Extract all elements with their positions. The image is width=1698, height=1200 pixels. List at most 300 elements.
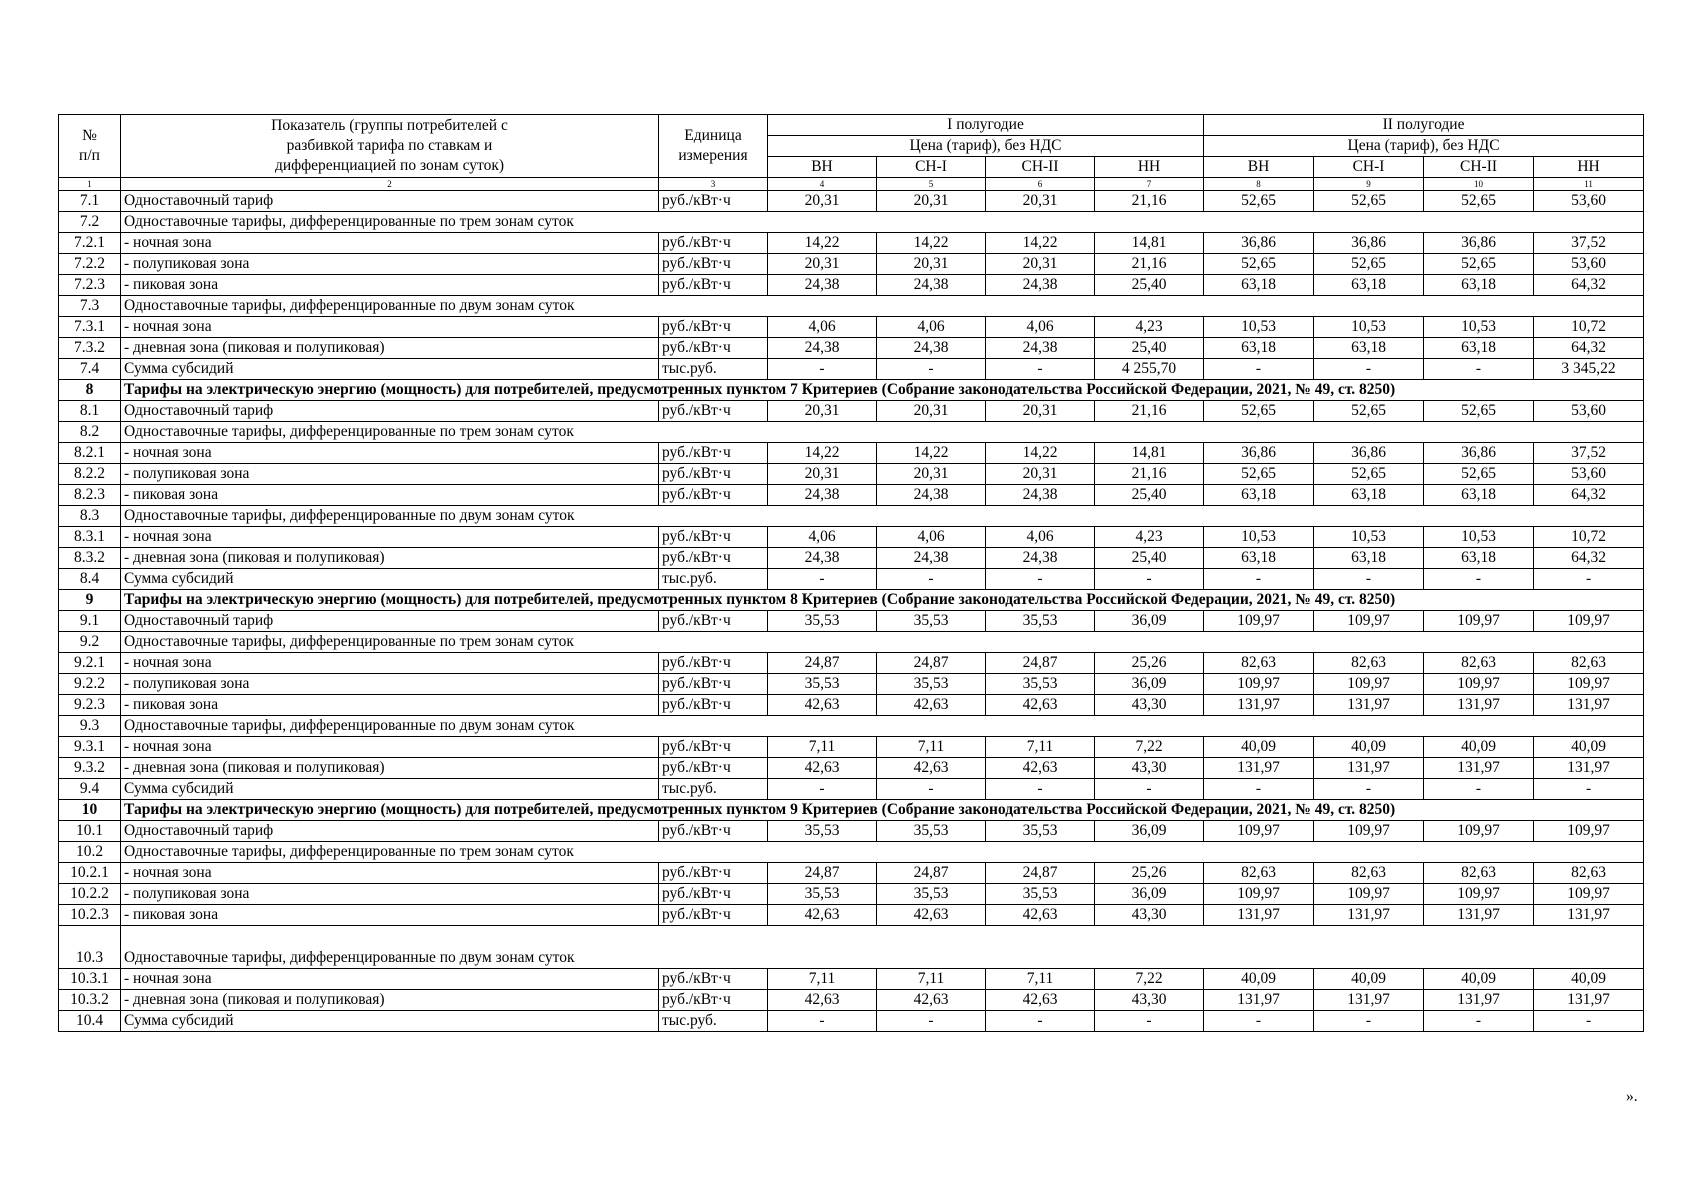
tariff-value: - bbox=[1204, 569, 1314, 590]
row-number: 10.4 bbox=[59, 1011, 121, 1032]
tariff-value: 131,97 bbox=[1534, 695, 1644, 716]
tariff-value: 40,09 bbox=[1424, 969, 1534, 990]
tariff-value: 131,97 bbox=[1204, 695, 1314, 716]
tariff-value: 52,65 bbox=[1314, 191, 1424, 212]
tariff-value: 35,53 bbox=[768, 611, 877, 632]
row-unit: тыс.руб. bbox=[659, 1011, 768, 1032]
row-indicator: - пиковая зона bbox=[121, 485, 659, 506]
tariff-value: 64,32 bbox=[1534, 275, 1644, 296]
row-unit: руб./кВт·ч bbox=[659, 191, 768, 212]
tariff-value: 109,97 bbox=[1424, 884, 1534, 905]
tariff-value: 10,72 bbox=[1534, 317, 1644, 338]
tariff-value: 24,38 bbox=[986, 338, 1095, 359]
table-row bbox=[59, 737, 1644, 758]
header-unit: Единица измерения bbox=[659, 115, 768, 178]
row-unit: руб./кВт·ч bbox=[659, 317, 768, 338]
tariff-value: 24,38 bbox=[877, 275, 986, 296]
tariff-value: - bbox=[1095, 1011, 1204, 1032]
tariff-value: 10,53 bbox=[1204, 527, 1314, 548]
tariff-value: 40,09 bbox=[1314, 737, 1424, 758]
table-row bbox=[59, 233, 1644, 254]
row-indicator: Одноставочные тарифы, дифференцированные по двум зонам суток bbox=[121, 926, 1644, 969]
row-indicator: - пиковая зона bbox=[121, 275, 659, 296]
row-number: 7.2.2 bbox=[59, 254, 121, 275]
row-number: 8.3 bbox=[59, 506, 121, 527]
group-row bbox=[59, 506, 1644, 527]
header-level-8: НН bbox=[1534, 157, 1644, 178]
tariff-value: 131,97 bbox=[1314, 695, 1424, 716]
tariff-value: 4,23 bbox=[1095, 527, 1204, 548]
row-number: 9.3.1 bbox=[59, 737, 121, 758]
row-indicator: Одноставочные тарифы, дифференцированные по двум зонам суток bbox=[121, 296, 1644, 317]
row-unit: руб./кВт·ч bbox=[659, 674, 768, 695]
row-indicator: Одноставочные тарифы, дифференцированные по трем зонам суток bbox=[121, 842, 1644, 863]
header-column-number: 10 bbox=[1424, 178, 1534, 191]
header-column-number: 6 bbox=[986, 178, 1095, 191]
group-row bbox=[59, 422, 1644, 443]
tariff-value: 10,53 bbox=[1314, 317, 1424, 338]
row-indicator: - пиковая зона bbox=[121, 695, 659, 716]
tariff-value: 64,32 bbox=[1534, 548, 1644, 569]
tariff-value: - bbox=[877, 359, 986, 380]
tariff-value: 63,18 bbox=[1424, 275, 1534, 296]
tariff-value: 40,09 bbox=[1534, 969, 1644, 990]
row-indicator: Тарифы на электрическую энергию (мощность) для потребителей, предусмотренных пунктом 8 Критериев (Собрание законодательства Российской Федерации, 2021, № 49, ст. 8250) bbox=[121, 590, 1644, 611]
group-row bbox=[59, 926, 1644, 969]
tariff-value: 82,63 bbox=[1534, 863, 1644, 884]
tariff-value: - bbox=[1314, 569, 1424, 590]
tariff-table bbox=[58, 114, 1644, 1032]
tariff-value: 14,22 bbox=[877, 443, 986, 464]
tariff-value: 21,16 bbox=[1095, 191, 1204, 212]
tariff-value: 25,26 bbox=[1095, 863, 1204, 884]
tariff-value: 52,65 bbox=[1204, 254, 1314, 275]
row-unit: тыс.руб. bbox=[659, 569, 768, 590]
row-unit: руб./кВт·ч bbox=[659, 821, 768, 842]
row-unit: руб./кВт·ч bbox=[659, 969, 768, 990]
tariff-value: 52,65 bbox=[1424, 401, 1534, 422]
tariff-value: 52,65 bbox=[1424, 464, 1534, 485]
tariff-value: 36,86 bbox=[1424, 233, 1534, 254]
tariff-value: - bbox=[877, 569, 986, 590]
tariff-value: 24,38 bbox=[877, 338, 986, 359]
table-row bbox=[59, 779, 1644, 800]
row-unit: руб./кВт·ч bbox=[659, 905, 768, 926]
tariff-value: 21,16 bbox=[1095, 464, 1204, 485]
header-price-1: Цена (тариф), без НДС bbox=[768, 136, 1204, 157]
row-indicator: Сумма субсидий bbox=[121, 569, 659, 590]
tariff-value: 40,09 bbox=[1204, 969, 1314, 990]
tariff-value: 131,97 bbox=[1204, 990, 1314, 1011]
tariff-value: 42,63 bbox=[768, 695, 877, 716]
tariff-value: 24,87 bbox=[986, 653, 1095, 674]
row-unit: руб./кВт·ч bbox=[659, 758, 768, 779]
row-unit: тыс.руб. bbox=[659, 359, 768, 380]
row-number: 10.3.2 bbox=[59, 990, 121, 1011]
tariff-value: 109,97 bbox=[1534, 884, 1644, 905]
row-number: 9.4 bbox=[59, 779, 121, 800]
row-unit: руб./кВт·ч bbox=[659, 695, 768, 716]
row-number: 7.4 bbox=[59, 359, 121, 380]
row-number: 8.2.2 bbox=[59, 464, 121, 485]
tariff-value: 4,23 bbox=[1095, 317, 1204, 338]
tariff-value: 20,31 bbox=[768, 464, 877, 485]
tariff-value: - bbox=[1424, 1011, 1534, 1032]
tariff-value: 24,87 bbox=[768, 653, 877, 674]
row-unit: руб./кВт·ч bbox=[659, 863, 768, 884]
table-row bbox=[59, 674, 1644, 695]
row-unit: руб./кВт·ч bbox=[659, 485, 768, 506]
row-unit: руб./кВт·ч bbox=[659, 275, 768, 296]
row-indicator: - дневная зона (пиковая и полупиковая) bbox=[121, 548, 659, 569]
tariff-value: 36,86 bbox=[1314, 233, 1424, 254]
tariff-value: - bbox=[1424, 359, 1534, 380]
row-indicator: Одноставочные тарифы, дифференцированные по двум зонам суток bbox=[121, 716, 1644, 737]
tariff-value: 35,53 bbox=[986, 611, 1095, 632]
row-number: 8.2.1 bbox=[59, 443, 121, 464]
tariff-value: 82,63 bbox=[1314, 653, 1424, 674]
tariff-value: - bbox=[1424, 569, 1534, 590]
tariff-value: 52,65 bbox=[1204, 464, 1314, 485]
tariff-value: 63,18 bbox=[1204, 485, 1314, 506]
tariff-value: 14,22 bbox=[768, 233, 877, 254]
section-row bbox=[59, 380, 1644, 401]
tariff-value: 14,81 bbox=[1095, 233, 1204, 254]
row-unit: руб./кВт·ч bbox=[659, 990, 768, 1011]
tariff-value: 24,38 bbox=[768, 485, 877, 506]
tariff-value: 43,30 bbox=[1095, 990, 1204, 1011]
header-level-1: ВН bbox=[768, 157, 877, 178]
tariff-value: 82,63 bbox=[1314, 863, 1424, 884]
table-row bbox=[59, 1011, 1644, 1032]
row-indicator: - дневная зона (пиковая и полупиковая) bbox=[121, 338, 659, 359]
table-row bbox=[59, 317, 1644, 338]
tariff-value: 7,11 bbox=[877, 969, 986, 990]
tariff-value: 63,18 bbox=[1314, 548, 1424, 569]
tariff-value: 24,38 bbox=[986, 485, 1095, 506]
header-column-number: 8 bbox=[1204, 178, 1314, 191]
row-number: 9.2.1 bbox=[59, 653, 121, 674]
tariff-value: 109,97 bbox=[1534, 821, 1644, 842]
tariff-value: 36,09 bbox=[1095, 674, 1204, 695]
tariff-value: 131,97 bbox=[1534, 758, 1644, 779]
row-indicator: - дневная зона (пиковая и полупиковая) bbox=[121, 758, 659, 779]
tariff-value: 109,97 bbox=[1424, 674, 1534, 695]
tariff-value: 63,18 bbox=[1424, 338, 1534, 359]
table-row bbox=[59, 884, 1644, 905]
tariff-value: 131,97 bbox=[1424, 905, 1534, 926]
tariff-value: - bbox=[1534, 1011, 1644, 1032]
header-column-number: 9 bbox=[1314, 178, 1424, 191]
header-column-number: 4 bbox=[768, 178, 877, 191]
tariff-value: 20,31 bbox=[986, 191, 1095, 212]
tariff-value: 42,63 bbox=[986, 990, 1095, 1011]
tariff-value: - bbox=[1095, 779, 1204, 800]
tariff-value: 10,53 bbox=[1424, 317, 1534, 338]
tariff-value: 35,53 bbox=[877, 821, 986, 842]
tariff-value: 63,18 bbox=[1204, 275, 1314, 296]
tariff-document bbox=[58, 114, 1643, 1032]
tariff-value: 35,53 bbox=[768, 674, 877, 695]
table-row bbox=[59, 821, 1644, 842]
header-column-numbers bbox=[59, 178, 1644, 191]
tariff-value: 82,63 bbox=[1534, 653, 1644, 674]
tariff-value: 53,60 bbox=[1534, 464, 1644, 485]
tariff-value: - bbox=[986, 779, 1095, 800]
table-row bbox=[59, 863, 1644, 884]
tariff-value: 109,97 bbox=[1424, 821, 1534, 842]
tariff-value: 14,22 bbox=[986, 443, 1095, 464]
tariff-value: 131,97 bbox=[1314, 758, 1424, 779]
tariff-value: 21,16 bbox=[1095, 254, 1204, 275]
row-number: 8 bbox=[59, 380, 121, 401]
header-column-number: 3 bbox=[659, 178, 768, 191]
tariff-value: 35,53 bbox=[986, 821, 1095, 842]
table-row bbox=[59, 464, 1644, 485]
tariff-value: 109,97 bbox=[1204, 674, 1314, 695]
row-unit: руб./кВт·ч bbox=[659, 611, 768, 632]
row-number: 9.3.2 bbox=[59, 758, 121, 779]
table-row bbox=[59, 527, 1644, 548]
tariff-value: 40,09 bbox=[1534, 737, 1644, 758]
group-row bbox=[59, 842, 1644, 863]
tariff-value: 4,06 bbox=[986, 527, 1095, 548]
tariff-value: - bbox=[1204, 779, 1314, 800]
tariff-value: - bbox=[877, 1011, 986, 1032]
tariff-value: - bbox=[768, 359, 877, 380]
tariff-value: 24,38 bbox=[986, 275, 1095, 296]
tariff-value: 82,63 bbox=[1424, 653, 1534, 674]
tariff-value: 25,40 bbox=[1095, 338, 1204, 359]
tariff-value: 42,63 bbox=[768, 905, 877, 926]
tariff-value: 10,53 bbox=[1424, 527, 1534, 548]
row-indicator: - ночная зона bbox=[121, 653, 659, 674]
row-indicator: Тарифы на электрическую энергию (мощность) для потребителей, предусмотренных пунктом 9 Критериев (Собрание законодательства Российской Федерации, 2021, № 49, ст. 8250) bbox=[121, 800, 1644, 821]
tariff-value: 20,31 bbox=[877, 401, 986, 422]
row-number: 8.1 bbox=[59, 401, 121, 422]
table-row bbox=[59, 758, 1644, 779]
row-indicator: - полупиковая зона bbox=[121, 884, 659, 905]
header-indicator: Показатель (группы потребителей с разбивкой тарифа по ставкам и дифференциацией по зонам суток) bbox=[121, 115, 659, 178]
tariff-value: 24,87 bbox=[877, 863, 986, 884]
tariff-value: 14,22 bbox=[768, 443, 877, 464]
tariff-value: 25,40 bbox=[1095, 485, 1204, 506]
tariff-value: 24,87 bbox=[877, 653, 986, 674]
row-number: 7.2.1 bbox=[59, 233, 121, 254]
row-indicator: - полупиковая зона bbox=[121, 674, 659, 695]
tariff-value: 53,60 bbox=[1534, 191, 1644, 212]
tariff-value: 35,53 bbox=[986, 884, 1095, 905]
header-number: № п/п bbox=[59, 115, 121, 178]
tariff-value: 35,53 bbox=[768, 821, 877, 842]
group-row bbox=[59, 296, 1644, 317]
tariff-value: 20,31 bbox=[986, 464, 1095, 485]
table-row bbox=[59, 905, 1644, 926]
header-level-2: СН-I bbox=[877, 157, 986, 178]
group-row bbox=[59, 212, 1644, 233]
tariff-value: 131,97 bbox=[1314, 990, 1424, 1011]
tariff-value: 24,38 bbox=[877, 548, 986, 569]
row-unit: руб./кВт·ч bbox=[659, 737, 768, 758]
tariff-value: 20,31 bbox=[768, 254, 877, 275]
row-indicator: - ночная зона bbox=[121, 737, 659, 758]
row-unit: руб./кВт·ч bbox=[659, 884, 768, 905]
tariff-value: 24,38 bbox=[986, 548, 1095, 569]
tariff-value: - bbox=[877, 779, 986, 800]
row-number: 10.3.1 bbox=[59, 969, 121, 990]
table-row bbox=[59, 485, 1644, 506]
row-unit: руб./кВт·ч bbox=[659, 464, 768, 485]
row-number: 8.3.1 bbox=[59, 527, 121, 548]
header-level-7: СН-II bbox=[1424, 157, 1534, 178]
tariff-value: - bbox=[768, 1011, 877, 1032]
row-unit: руб./кВт·ч bbox=[659, 548, 768, 569]
tariff-value: 36,86 bbox=[1204, 233, 1314, 254]
row-number: 9.2.3 bbox=[59, 695, 121, 716]
header-column-number: 7 bbox=[1095, 178, 1204, 191]
header-half-2: II полугодие bbox=[1204, 115, 1644, 136]
tariff-value: 109,97 bbox=[1534, 611, 1644, 632]
tariff-value: 35,53 bbox=[877, 674, 986, 695]
table-row bbox=[59, 338, 1644, 359]
table-row bbox=[59, 401, 1644, 422]
tariff-value: 4,06 bbox=[986, 317, 1095, 338]
tariff-value: - bbox=[1204, 1011, 1314, 1032]
table-row bbox=[59, 548, 1644, 569]
row-indicator: - ночная зона bbox=[121, 527, 659, 548]
tariff-value: 42,63 bbox=[768, 758, 877, 779]
tariff-value: 52,65 bbox=[1314, 464, 1424, 485]
tariff-value: 7,11 bbox=[768, 737, 877, 758]
tariff-value: 63,18 bbox=[1314, 338, 1424, 359]
tariff-value: - bbox=[1534, 569, 1644, 590]
row-number: 10.2.1 bbox=[59, 863, 121, 884]
tariff-value: 7,11 bbox=[768, 969, 877, 990]
tariff-value: 40,09 bbox=[1314, 969, 1424, 990]
tariff-value: 36,86 bbox=[1314, 443, 1424, 464]
tariff-value: 109,97 bbox=[1314, 674, 1424, 695]
row-number: 7.3.1 bbox=[59, 317, 121, 338]
tariff-value: 21,16 bbox=[1095, 401, 1204, 422]
tariff-value: 42,63 bbox=[877, 695, 986, 716]
tariff-value: 82,63 bbox=[1424, 863, 1534, 884]
tariff-value: - bbox=[1095, 569, 1204, 590]
tariff-value: 43,30 bbox=[1095, 758, 1204, 779]
tariff-value: 42,63 bbox=[877, 990, 986, 1011]
row-number: 7.3.2 bbox=[59, 338, 121, 359]
row-indicator: Одноставочные тарифы, дифференцированные по двум зонам суток bbox=[121, 506, 1644, 527]
row-indicator: - пиковая зона bbox=[121, 905, 659, 926]
tariff-value: 20,31 bbox=[768, 401, 877, 422]
row-indicator: - ночная зона bbox=[121, 233, 659, 254]
tariff-value: 52,65 bbox=[1424, 191, 1534, 212]
header-half-1: I полугодие bbox=[768, 115, 1204, 136]
tariff-value: 7,11 bbox=[986, 969, 1095, 990]
table-row bbox=[59, 275, 1644, 296]
row-unit: тыс.руб. bbox=[659, 779, 768, 800]
tariff-value: 36,86 bbox=[1424, 443, 1534, 464]
tariff-value: 14,22 bbox=[986, 233, 1095, 254]
tariff-value: 20,31 bbox=[877, 254, 986, 275]
row-number: 9.2.2 bbox=[59, 674, 121, 695]
tariff-value: 52,65 bbox=[1424, 254, 1534, 275]
row-number: 7.1 bbox=[59, 191, 121, 212]
tariff-value: 35,53 bbox=[877, 611, 986, 632]
table-row bbox=[59, 359, 1644, 380]
tariff-value: 25,40 bbox=[1095, 548, 1204, 569]
tariff-value: 52,65 bbox=[1314, 254, 1424, 275]
row-indicator: Тарифы на электрическую энергию (мощность) для потребителей, предусмотренных пунктом 7 Критериев (Собрание законодательства Российской Федерации, 2021, № 49, ст. 8250) bbox=[121, 380, 1644, 401]
tariff-value: 20,31 bbox=[986, 254, 1095, 275]
table-row bbox=[59, 695, 1644, 716]
tariff-value: 63,18 bbox=[1424, 548, 1534, 569]
row-number: 9.1 bbox=[59, 611, 121, 632]
row-unit: руб./кВт·ч bbox=[659, 443, 768, 464]
row-number: 8.3.2 bbox=[59, 548, 121, 569]
tariff-value: 4,06 bbox=[877, 317, 986, 338]
row-unit: руб./кВт·ч bbox=[659, 254, 768, 275]
tariff-value: 131,97 bbox=[1424, 695, 1534, 716]
tariff-value: 40,09 bbox=[1424, 737, 1534, 758]
tariff-value: 7,22 bbox=[1095, 737, 1204, 758]
tariff-value: 52,65 bbox=[1204, 191, 1314, 212]
tariff-value: 36,09 bbox=[1095, 884, 1204, 905]
tariff-value: 20,31 bbox=[986, 401, 1095, 422]
tariff-value: 109,97 bbox=[1204, 821, 1314, 842]
table-header bbox=[59, 115, 1644, 191]
tariff-value: 109,97 bbox=[1424, 611, 1534, 632]
tariff-value: 36,09 bbox=[1095, 611, 1204, 632]
table-row bbox=[59, 569, 1644, 590]
table-row bbox=[59, 653, 1644, 674]
table-row bbox=[59, 191, 1644, 212]
row-unit: руб./кВт·ч bbox=[659, 233, 768, 254]
tariff-value: 109,97 bbox=[1314, 884, 1424, 905]
row-number: 10.3 bbox=[59, 926, 121, 969]
tariff-value: 24,38 bbox=[768, 338, 877, 359]
row-unit: руб./кВт·ч bbox=[659, 401, 768, 422]
group-row bbox=[59, 632, 1644, 653]
tariff-value: 10,53 bbox=[1314, 527, 1424, 548]
tariff-value: 109,97 bbox=[1204, 611, 1314, 632]
row-indicator: Одноставочный тариф bbox=[121, 611, 659, 632]
tariff-value: 4 255,70 bbox=[1095, 359, 1204, 380]
tariff-value: 131,97 bbox=[1534, 905, 1644, 926]
tariff-value: 131,97 bbox=[1204, 758, 1314, 779]
tariff-value: 35,53 bbox=[877, 884, 986, 905]
tariff-value: 42,63 bbox=[877, 758, 986, 779]
row-number: 10 bbox=[59, 800, 121, 821]
tariff-value: 3 345,22 bbox=[1534, 359, 1644, 380]
tariff-value: 109,97 bbox=[1314, 821, 1424, 842]
tariff-value: 14,22 bbox=[877, 233, 986, 254]
tariff-value: 20,31 bbox=[768, 191, 877, 212]
row-indicator: - ночная зона bbox=[121, 969, 659, 990]
tariff-value: 10,72 bbox=[1534, 527, 1644, 548]
tariff-value: 24,87 bbox=[768, 863, 877, 884]
row-number: 10.2.2 bbox=[59, 884, 121, 905]
row-indicator: - ночная зона bbox=[121, 443, 659, 464]
section-row bbox=[59, 590, 1644, 611]
group-row bbox=[59, 716, 1644, 737]
tariff-value: 109,97 bbox=[1204, 884, 1314, 905]
tariff-value: - bbox=[1424, 779, 1534, 800]
row-unit: руб./кВт·ч bbox=[659, 527, 768, 548]
row-indicator: - полупиковая зона bbox=[121, 254, 659, 275]
tariff-value: 52,65 bbox=[1314, 401, 1424, 422]
row-indicator: Одноставочный тариф bbox=[121, 821, 659, 842]
header-column-number: 11 bbox=[1534, 178, 1644, 191]
